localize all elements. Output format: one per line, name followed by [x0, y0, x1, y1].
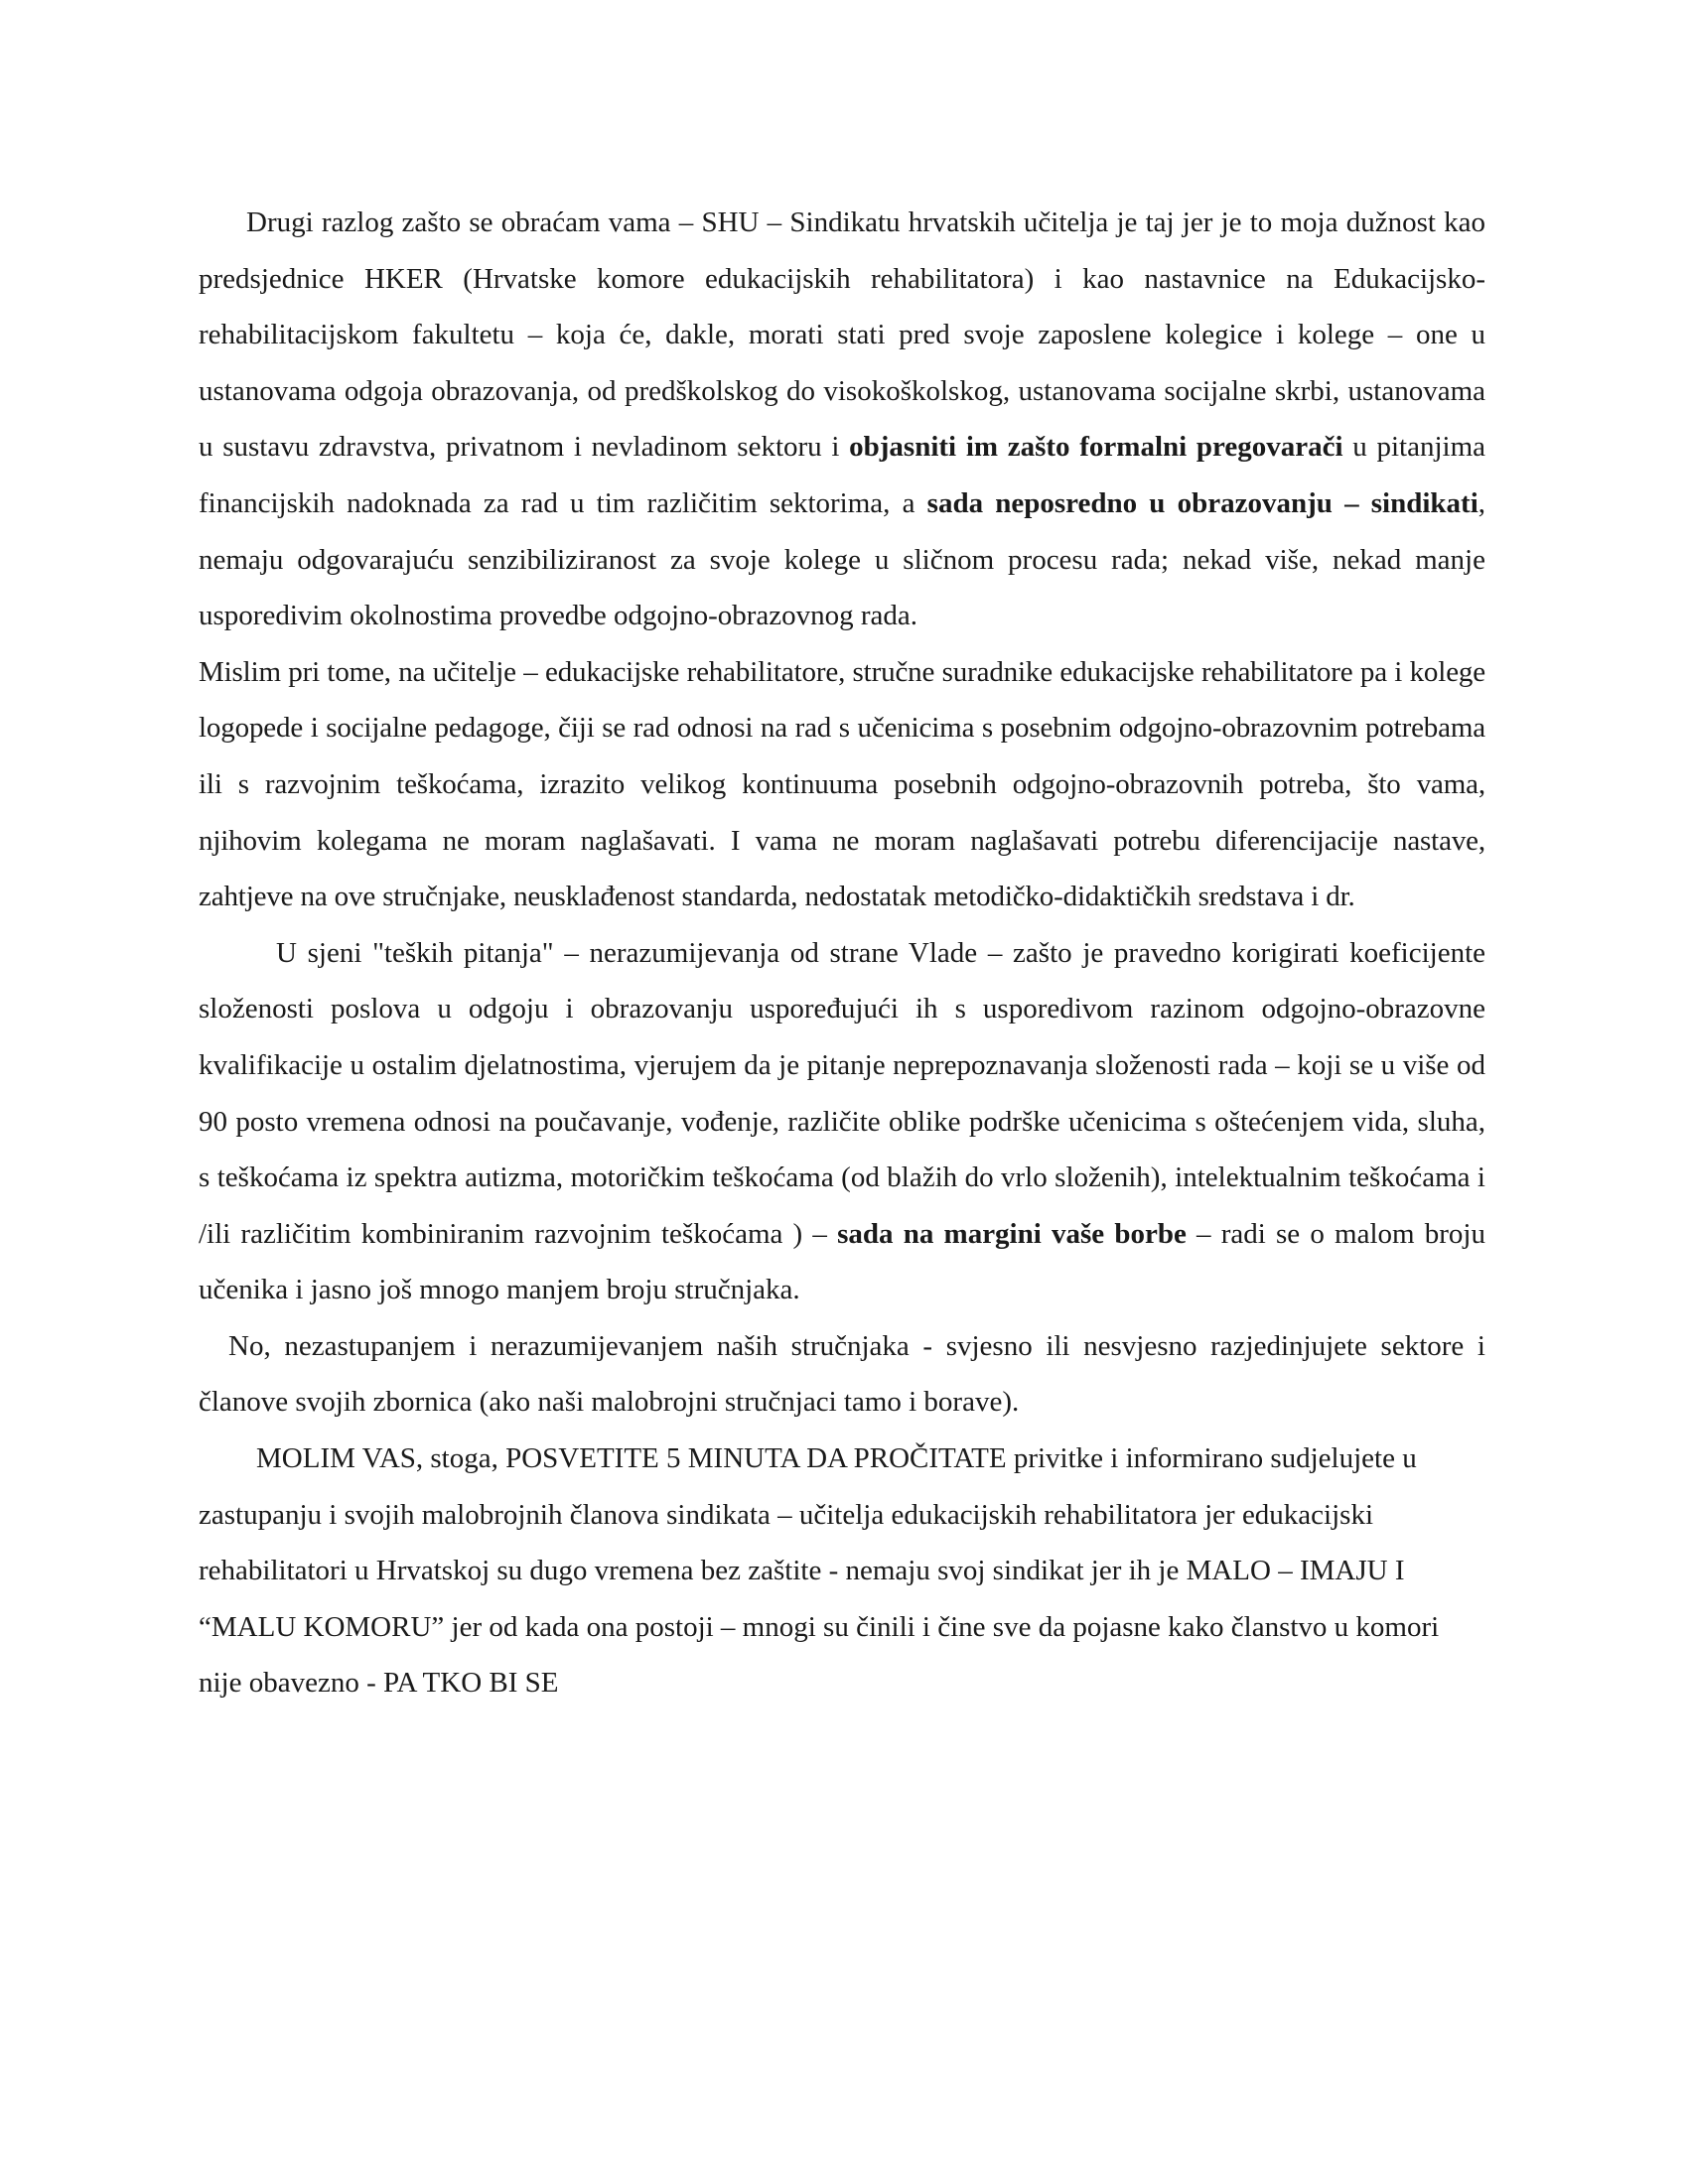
paragraph-2-text: Mislim pri tome, na učitelje – edukacijske rehabilitatore, stručne suradnike edukacijske rehabilitatore pa i kolege logopede i socijalne pedagoge, čiji se rad odnosi na rad s učenicima s posebnim odgojno-obrazovnim potrebama ili s razvojnim teškoćama, izrazito velikog kontinuuma posebnih odgojno-obrazovnih potreba, što vama, njihovim kolegama ne moram naglašavati. I vama ne moram naglašavati potrebu diferencijacije nastave, zahtjeve na ove stručnjake, neusklađenost standarda, nedostatak metodičko-didaktičkih sredstava i dr.	[199, 655, 1485, 913]
paragraph-1-bold-b: sada neposredno u obrazovanju – sindikati	[926, 486, 1478, 519]
paragraph-5-text: MOLIM VAS, stoga, POSVETITE 5 MINUTA DA PROČITATE privitke i informirano sudjelujete u zastupanju i svojih malobrojnih članova sindikata – učitelja edukacijskih rehabilitatora jer edukacijski rehabilitatori u Hrvatskoj su dugo vremena bez zaštite - nemaju svoj sindikat jer ih je MALO – IMAJU I “MALU KOMORU” jer od kada ona postoji – mnogi su činili i čine sve da pojasne kako članstvo u komori nije obavezno - PA TKO BI SE	[199, 1442, 1440, 1700]
document-body	[199, 195, 1485, 1711]
paragraph-2	[199, 644, 1485, 925]
paragraph-4	[199, 1318, 1485, 1431]
paragraph-1-text-b: u pitanjima financijskih nadoknada za rad u tim različitim sektorima, a	[199, 431, 1486, 519]
paragraph-3-text-b: – radi se o malom broju učenika i jasno još mnogo manjem broju stručnjaka.	[199, 1217, 1485, 1306]
paragraph-1	[199, 195, 1485, 644]
paragraph-1-text-a: Drugi razlog zašto se obraćam vama – SHU – Sindikatu hrvatskih učitelja je taj jer je to moja dužnost kao predsjednice HKER (Hrvatske komore edukacijskih rehabilitatora) i kao nastavnice na Edukacijsko-rehabilitacijskom fakultetu – koja će, dakle, morati stati pred svoje zaposlene kolegice i kolege – one u ustanovama odgoja obrazovanja, od predškolskog do visokoškolskog, ustanovama socijalne skrbi, ustanovama u sustavu zdravstva, privatnom i nevladinom sektoru i	[199, 206, 1485, 464]
paragraph-1-text-c: , nemaju odgovarajuću senzibiliziranost za svoje kolege u sličnom procesu rada; nekad više, nekad manje usporedivim okolnostima provedbe odgojno-obrazovnog rada.	[199, 486, 1486, 632]
paragraph-4-text: No, nezastupanjem i nerazumijevanjem naših stručnjaka - svjesno ili nesvjesno razjedinjujete sektore i članove svojih zbornica (ako naši malobrojni stručnjaci tamo i borave).	[199, 1329, 1485, 1419]
paragraph-3-text-a: U sjeni "teških pitanja" – nerazumijevanja od strane Vlade – zašto je pravedno korigirati koeficijente složenosti poslova u odgoju i obrazovanju uspoređujući ih s usporedivom razinom odgojno-obrazovne kvalifikacije u ostalim djelatnostima, vjerujem da je pitanje neprepoznavanja složenosti rada – koji se u više od 90 posto vremena odnosi na poučavanje, vođenje, različite oblike podrške učenicima s oštećenjem vida, sluha, s teškoćama iz spektra autizma, motoričkim teškoćama (od blažih do vrlo složenih), intelektualnim teškoćama i /ili različitim kombiniranim razvojnim teškoćama ) –	[199, 936, 1485, 1250]
paragraph-5	[199, 1431, 1485, 1711]
paragraph-1-bold-a: objasniti im zašto formalni pregovarači	[849, 431, 1343, 464]
paragraph-3-bold: sada na margini vaše borbe	[837, 1217, 1187, 1250]
paragraph-3	[199, 925, 1485, 1318]
